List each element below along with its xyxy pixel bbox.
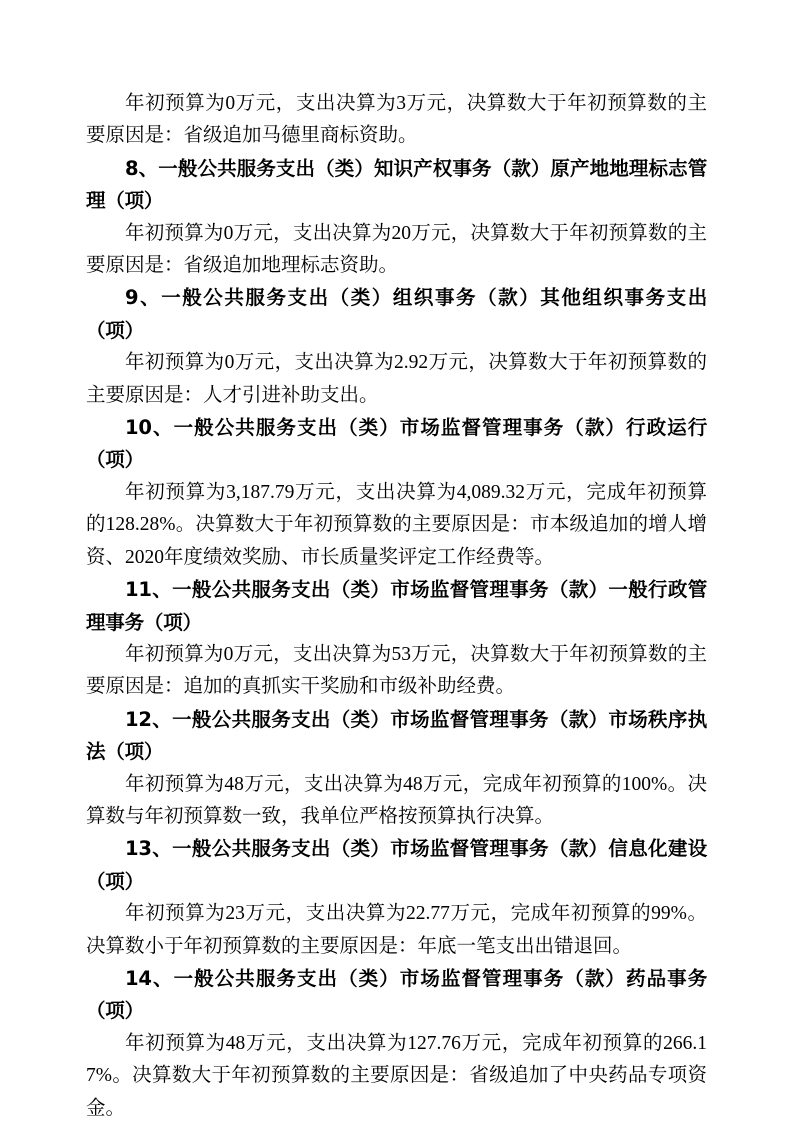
section-heading-8: 8、一般公共服务支出（类）知识产权事务（款）原产地地理标志管理（项） [86, 156, 707, 213]
section-heading-12: 12、一般公共服务支出（类）市场监督管理事务（款）市场秩序执法（项） [86, 707, 707, 764]
paragraph-8: 年初预算为0万元，支出决算为20万元，决算数大于年初预算数的主要原因是：省级追加地理标志资助。 [86, 222, 707, 277]
section-heading-14: 14、一般公共服务支出（类）市场监督管理事务（款）药品事务（项） [86, 966, 707, 1023]
paragraph-1: 年初预算为0万元，支出决算为3万元，决算数大于年初预算数的主要原因是：省级追加马德里商标资助。 [86, 93, 707, 147]
paragraph-12: 年初预算为48万元，支出决算为48万元，完成年初预算的100%。决算数与年初预算数一致，我单位严格按预算执行决算。 [86, 773, 707, 827]
section-heading-10: 10、一般公共服务支出（类）市场监督管理事务（款）行政运行（项） [86, 416, 707, 472]
paragraph-14: 年初预算为48万元，支出决算为127.76万元，完成年初预算的266.17%。决算数大于年初预算数的主要原因是：省级追加了中央药品专项资金。 [86, 1032, 707, 1119]
section-heading-11: 11、一般公共服务支出（类）市场监督管理事务（款）一般行政管理事务（项） [86, 578, 707, 634]
paragraph-11: 年初预算为0万元，支出决算为53万元，决算数大于年初预算数的主要原因是：追加的真抓实干奖励和市级补助经费。 [86, 643, 707, 698]
paragraph-9: 年初预算为0万元，支出决算为2.92万元，决算数大于年初预算数的主要原因是：人才引进补助支出。 [86, 352, 707, 406]
section-heading-9: 9、一般公共服务支出（类）组织事务（款）其他组织事务支出（项） [86, 286, 707, 342]
paragraph-13: 年初预算为23万元，支出决算为22.77万元，完成年初预算的99%。决算数小于年初预算数的主要原因是：年底一笔支出出错退回。 [86, 903, 707, 957]
paragraph-10: 年初预算为3,187.79万元，支出决算为4,089.32万元，完成年初预算的128.28%。决算数大于年初预算数的主要原因是：市本级追加的增人增资、2020年度绩效奖励、市长质量奖评定工作经费等。 [86, 481, 707, 568]
document-body [86, 88, 707, 1125]
section-heading-13: 13、一般公共服务支出（类）市场监督管理事务（款）信息化建设（项） [86, 837, 707, 893]
